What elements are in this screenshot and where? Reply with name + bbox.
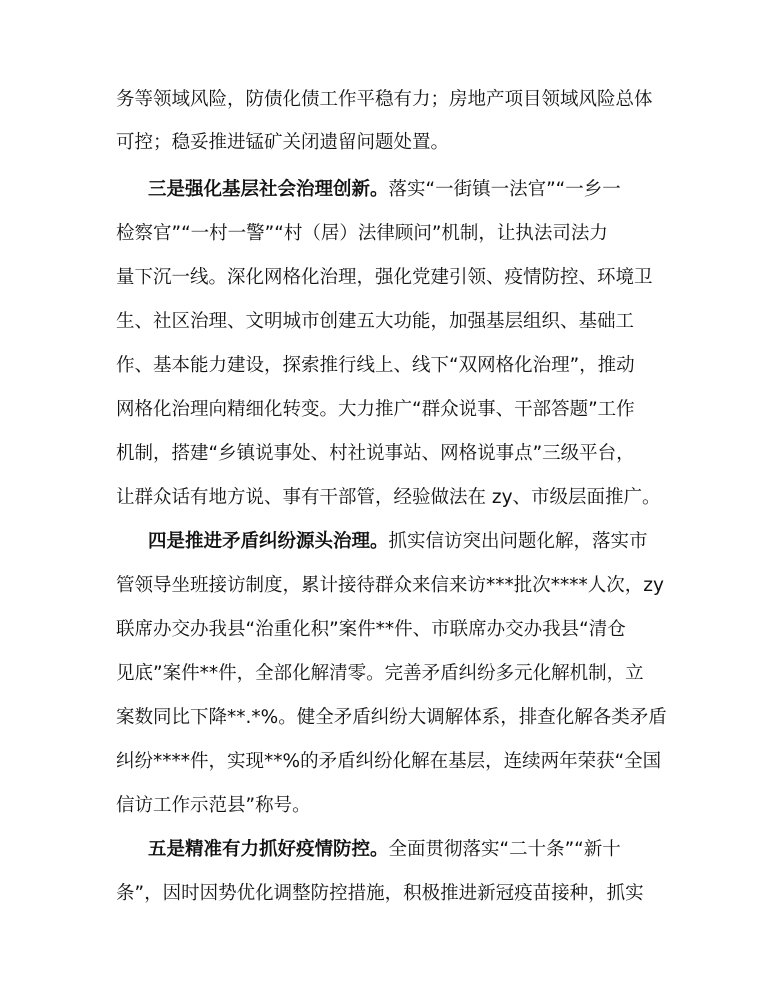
body-text-line: 机制，搭建“乡镇说事处、村社说事站、网格说事点”三级平台，: [116, 443, 635, 464]
body-text-line: 信访工作示范县”称号。: [116, 795, 311, 816]
paragraph-heading: 四是推进矛盾纠纷源头治理。: [148, 531, 389, 552]
body-text-line: 网格化治理向精细化转变。大力推广“群众说事、干部答题”工作: [116, 399, 635, 420]
body-text-line: 可控；稳妥推进锰矿关闭遗留问题处置。: [116, 132, 450, 153]
paragraph-first-line: [148, 178, 708, 202]
body-text-line: 联席办交办我县“治重化积”案件**件、市联席办交办我县“清仓: [116, 619, 626, 640]
body-text-line: 纠纷****件，实现**%的矛盾纠纷化解在基层，连续两年荣获“全国: [116, 751, 662, 772]
body-text-line: 作、基本能力建设，探索推行线上、线下“双网格化治理”，推动: [116, 355, 635, 376]
body-text-line: 检察官”“一村一警”“村（居）法律顾问”机制，让执法司法力: [116, 223, 608, 244]
body-text-line: 见底”案件**件，全部化解清零。完善矛盾纠纷多元化解机制，立: [116, 663, 644, 684]
body-text-line: 生、社区治理、文明城市创建五大功能，加强基层组织、基础工: [116, 311, 635, 332]
paragraph-first-line: [148, 530, 708, 554]
body-text-line: 让群众话有地方说、事有干部管，经验做法在 zy、市级层面推广。: [116, 487, 661, 508]
paragraph-heading: 五是精准有力抓好疫情防控。: [148, 839, 389, 860]
body-text-line: 量下沉一线。深化网格化治理，强化党建引领、疫情防控、环境卫: [116, 267, 653, 288]
paragraph-first-line: [148, 838, 708, 862]
body-text-line: 案数同比下降**.*%。健全矛盾纠纷大调解体系，排查化解各类矛盾: [116, 707, 667, 728]
body-text-line: 管领导坐班接访制度，累计接待群众来信来访***批次****人次，zy: [116, 575, 664, 596]
body-text: 落实“一街镇一法官”“一乡一: [388, 179, 621, 200]
body-text-line: 务等领域风险，防债化债工作平稳有力；房地产项目领域风险总体: [116, 89, 653, 110]
body-text: 抓实信访突出问题化解，落实市: [388, 531, 648, 552]
body-text: 全面贯彻落实“二十条”“新十: [388, 839, 621, 860]
body-text-line: 条”，因时因势优化调整防控措施，积极推进新冠疫苗接种，抓实: [116, 883, 644, 904]
paragraph-heading: 三是强化基层社会治理创新。: [148, 179, 389, 200]
